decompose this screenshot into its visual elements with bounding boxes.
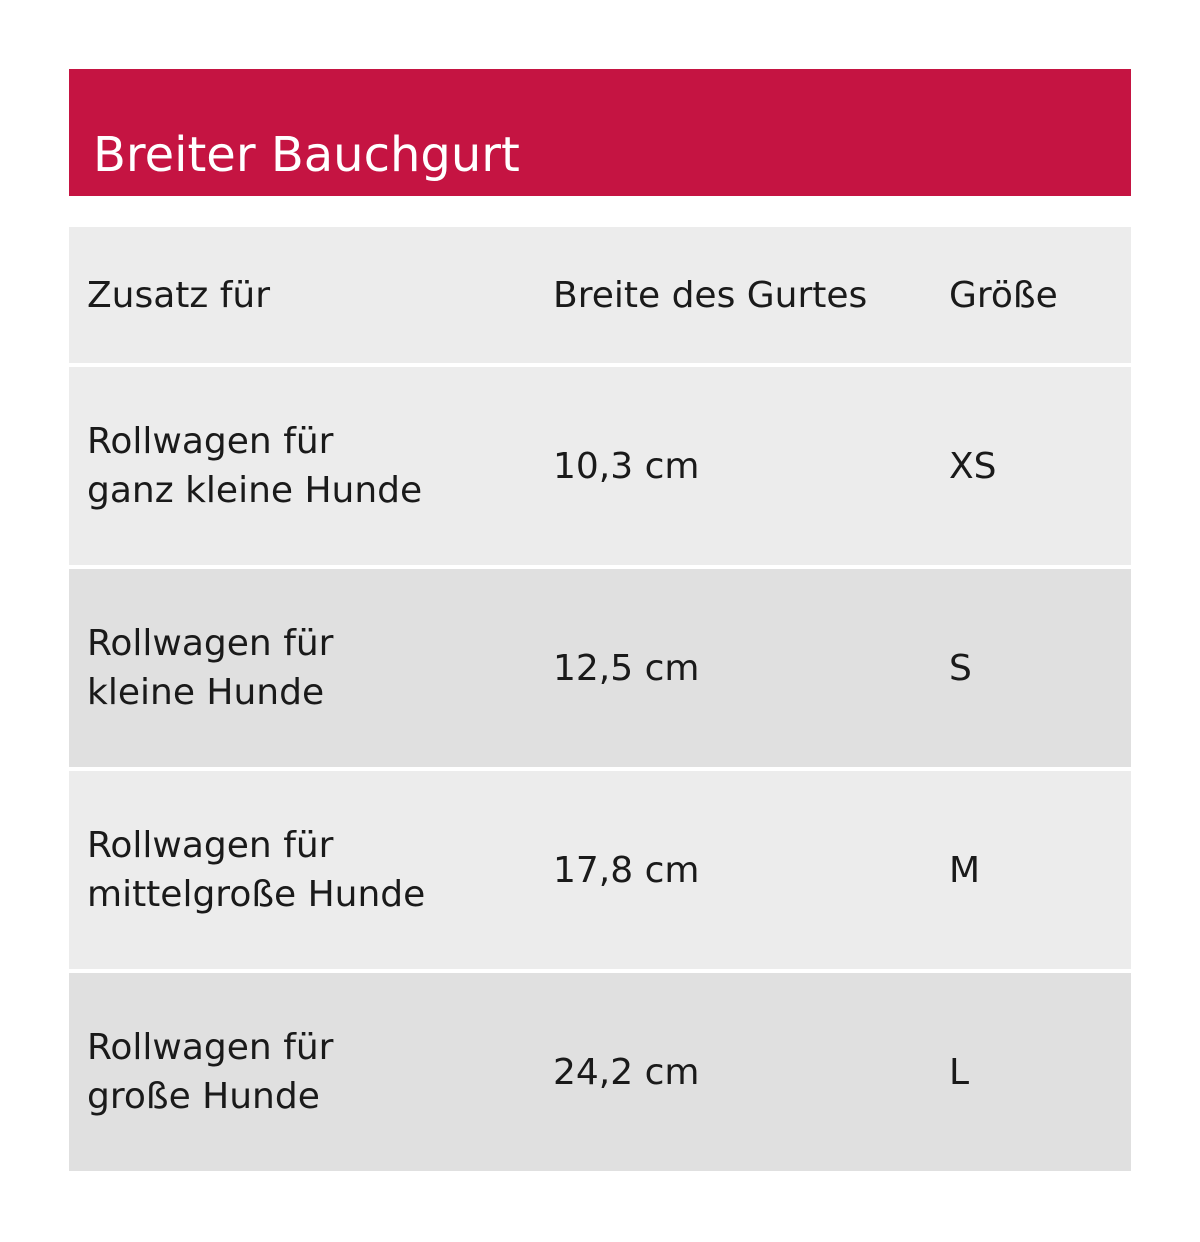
cell-breite: 10,3 cm	[553, 445, 700, 487]
table-title: Breiter Bauchgurt	[93, 127, 520, 183]
header-breite: Breite des Gurtes	[553, 274, 868, 316]
cell-zusatz: Rollwagen für ganz kleine Hunde	[87, 421, 423, 511]
table-header-row	[69, 227, 1131, 363]
cell-groesse: XS	[949, 445, 997, 487]
cell-groesse: S	[949, 647, 972, 689]
cell-breite: 12,5 cm	[553, 647, 700, 689]
cell-zusatz: Rollwagen für große Hunde	[87, 1027, 334, 1117]
header-groesse: Größe	[949, 274, 1058, 316]
cell-groesse: L	[949, 1051, 970, 1093]
table-row	[69, 973, 1131, 1171]
table-row	[69, 569, 1131, 767]
table-row	[69, 367, 1131, 565]
cell-zusatz: Rollwagen für kleine Hunde	[87, 623, 334, 713]
header-zusatz: Zusatz für	[87, 274, 271, 316]
cell-zusatz: Rollwagen für mittelgroße Hunde	[87, 825, 426, 915]
title-banner	[69, 69, 1131, 196]
table-row	[69, 771, 1131, 969]
size-table	[69, 227, 1131, 1171]
cell-groesse: M	[949, 849, 981, 891]
cell-breite: 24,2 cm	[553, 1051, 700, 1093]
cell-breite: 17,8 cm	[553, 849, 700, 891]
